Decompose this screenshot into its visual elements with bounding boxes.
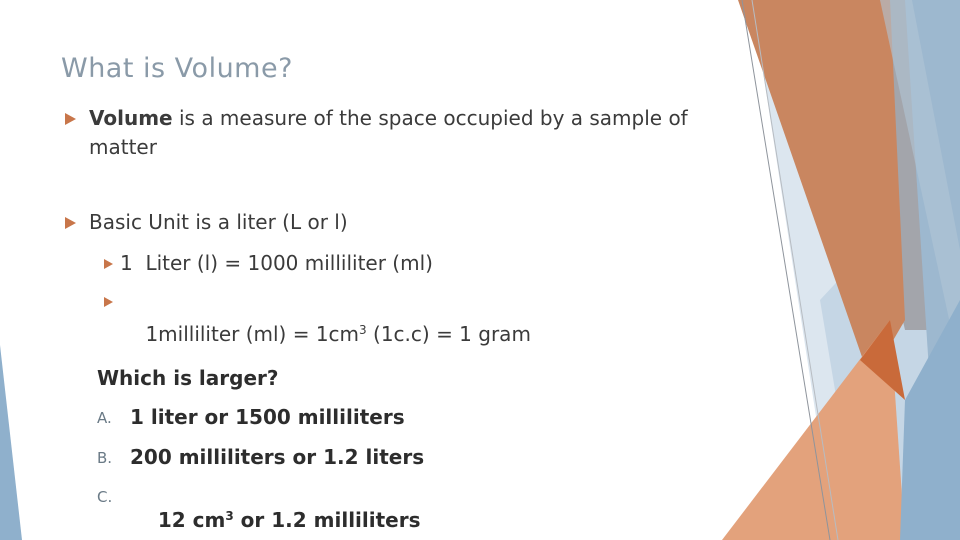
sub-bullet-text-end: (1c.c) = 1 gram — [366, 322, 531, 346]
option-b: 200 milliliters or 1.2 liters — [130, 445, 425, 469]
slide-title: What is Volume? — [61, 53, 293, 84]
bullet-basic-unit: Basic Unit is a liter (L or l) — [89, 210, 348, 234]
sub-bullet-arrow-icon — [104, 297, 113, 307]
sub-bullet-arrow-icon — [104, 259, 113, 269]
option-text-end: or 1.2 milliliters — [233, 508, 421, 532]
option-a: 1 liter or 1500 milliliters — [130, 405, 405, 429]
bullet-text-line2: matter — [89, 135, 157, 159]
question-heading: Which is larger? — [97, 366, 279, 390]
superscript: 3 — [359, 323, 367, 337]
bullet-arrow-icon — [65, 113, 76, 125]
option-text: 12 cm — [157, 508, 226, 532]
option-c — [130, 484, 421, 540]
sub-bullet-milliliter — [120, 287, 531, 378]
bullet-bold-term: Volume — [89, 106, 173, 130]
option-label: C. — [97, 488, 113, 506]
option-label: A. — [97, 409, 112, 427]
sub-bullet-liter: 1 Liter (l) = 1000 milliliter (ml) — [120, 251, 433, 275]
option-label: B. — [97, 449, 113, 467]
bullet-text: is a measure of the space occupied by a sample of — [172, 106, 688, 130]
superscript: 3 — [225, 509, 234, 523]
sub-bullet-text: 1milliliter (ml) = 1cm — [145, 322, 360, 346]
bullet-arrow-icon — [65, 217, 76, 229]
bullet-volume-definition — [89, 104, 749, 162]
